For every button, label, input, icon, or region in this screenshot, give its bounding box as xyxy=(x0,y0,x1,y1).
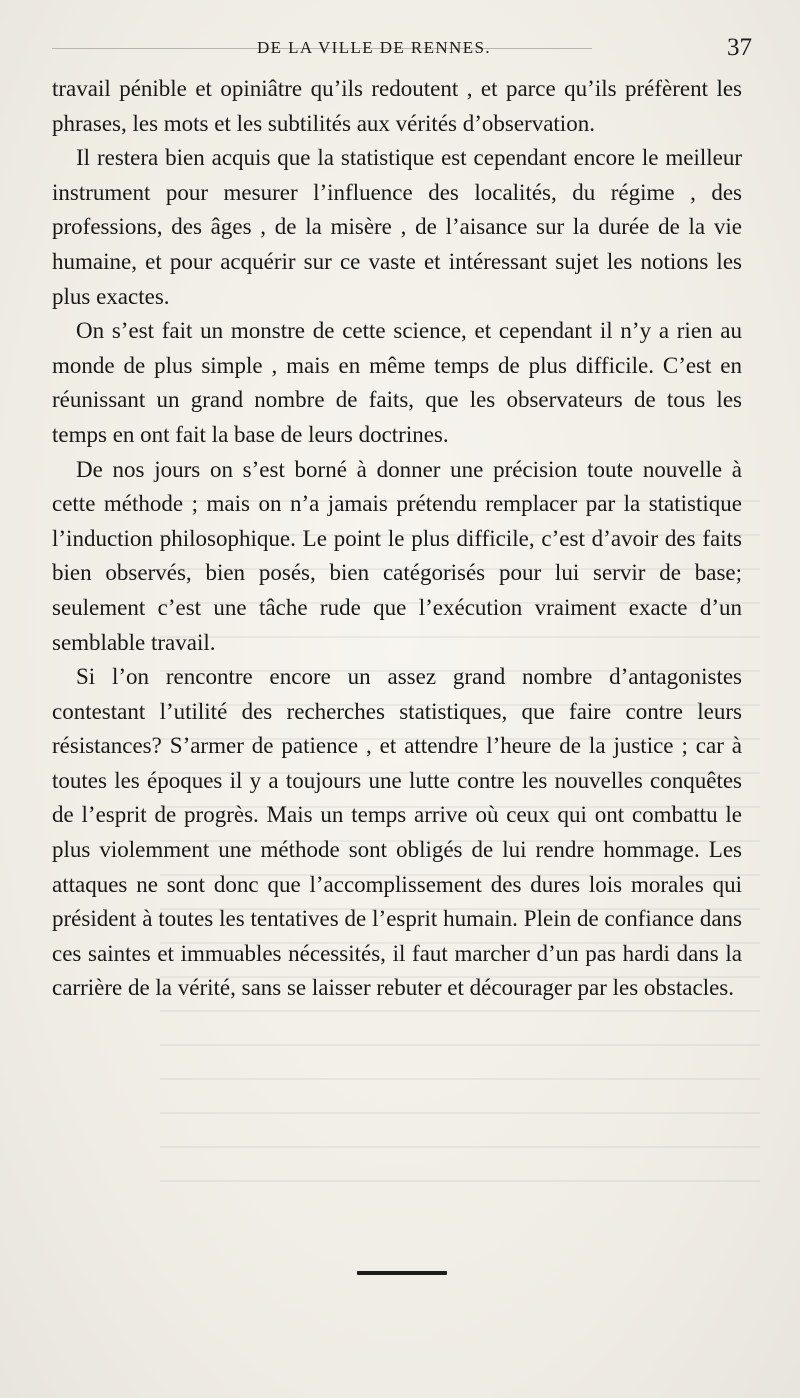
paragraph-continuation: travail pénible et opiniâtre qu’ils redoutent , et parce qu’ils préfèrent les phrases, les mots et les subtilités aux vérités d’observation. xyxy=(52,76,742,136)
running-head: DE LA VILLE DE RENNES. xyxy=(257,38,491,57)
paragraph: Si l’on rencontre encore un assez grand nombre d’antagonistes contestant l’utilité des recherches statistiques, que faire contre leurs résistances? S’armer de patience , et attendre l’heure de la justice ; car à toutes les époques il y a toujours une lutte contre les nouvelles conquêtes de l’esprit de progrès. Mais un temps arrive où ceux qui ont combattu le plus violemment une méthode sont obligés de lui rendre hommage. Les attaques ne sont donc que l’accomplissement des dures lois morales qui président à toutes les tentatives de l’esprit humain. Plein de confiance dans ces saintes et immuables nécessités, il faut marcher d’un pas hardi dans la carrière de la vérité, sans se laisser rebuter et décourager par les obstacles. xyxy=(52,664,742,1001)
paragraph: Il restera bien acquis que la statistique est cependant encore le meilleur instrument pour mesurer l’influence des localités, du régime , des professions, des âges , de la misère , de l’aisance sur la durée de la vie humaine, et pour acquérir sur ce vaste et intéressant sujet les notions les plus exactes. xyxy=(52,145,742,309)
body-text xyxy=(52,72,742,1006)
paragraph: On s’est fait un monstre de cette science, et cependant il n’y a rien au monde de plus simple , mais en même temps de plus difficile. C’est en réunissant un grand nombre de faits, que les observateurs de tous les temps en ont fait la base de leurs doctrines. xyxy=(52,318,742,447)
paragraph: De nos jours on s’est borné à donner une précision toute nouvelle à cette méthode ; mais on n’a jamais prétendu remplacer par la statistique l’induction philosophique. Le point le plus difficile, c’est d’avoir des faits bien observés, bien posés, bien catégorisés pour lui servir de base; seulement c’est une tâche rude que l’exécution vraiment exacte d’un semblable travail. xyxy=(52,456,742,655)
page-number: 37 xyxy=(727,34,752,61)
closing-rule xyxy=(357,1271,447,1275)
page-header xyxy=(52,36,752,66)
